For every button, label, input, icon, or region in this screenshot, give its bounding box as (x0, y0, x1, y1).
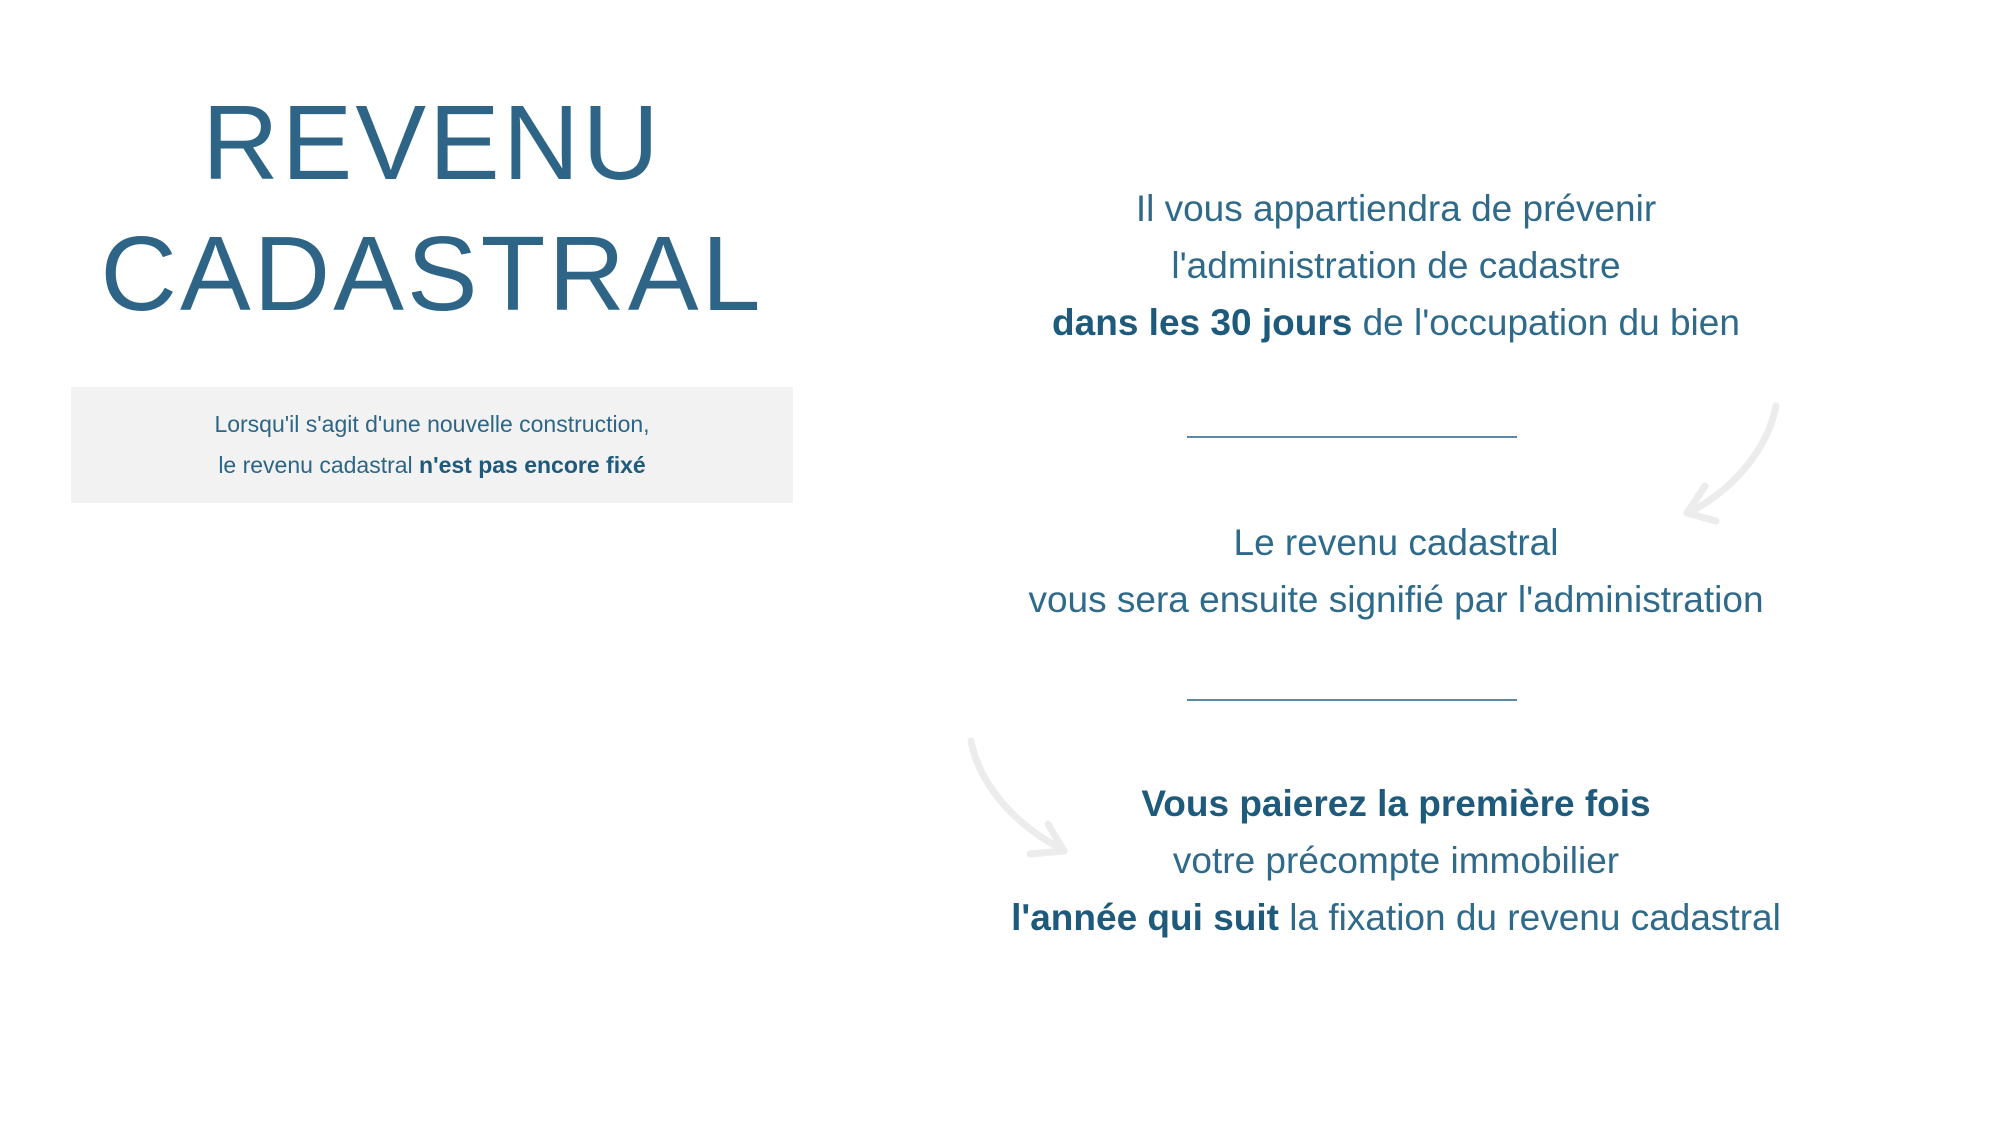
step-3-text (790, 775, 2000, 946)
divider-1 (1187, 436, 1517, 438)
step-1-line-1 (790, 180, 2000, 237)
step-1-line-3-bold: dans les 30 jours (1052, 302, 1353, 343)
divider-2 (1187, 699, 1517, 701)
page-title-line-2: CADASTRAL (100, 215, 764, 333)
step-2-text (790, 514, 2000, 628)
note-line-2-regular: le revenu cadastral (218, 452, 420, 478)
step-3-line-3 (790, 889, 2000, 946)
note-line-2 (71, 445, 793, 486)
step-3-line-3-rest: la fixation du revenu cadastral (1278, 897, 1781, 938)
note-line-2-bold: n'est pas encore fixé (419, 452, 646, 478)
step-3-line-3-bold: l'année qui suit (1011, 897, 1279, 938)
step-2-line-2-text: vous sera ensuite signifié par l'administration (1028, 579, 1764, 620)
step-3-line-1-bold: Vous paierez la première fois (1141, 783, 1651, 824)
step-1-line-3 (790, 294, 2000, 351)
note-line-1 (71, 404, 793, 445)
step-1-line-1-text: Il vous appartiendra de prévenir (1135, 188, 1657, 229)
step-1-line-2 (790, 237, 2000, 294)
step-3-line-2 (790, 832, 2000, 889)
step-2-line-1 (790, 514, 2000, 571)
note-box (71, 387, 793, 503)
page-title-line-1: REVENU (202, 84, 662, 202)
step-2-line-1-text: Le revenu cadastral (1233, 522, 1559, 563)
step-2-line-2 (790, 571, 2000, 628)
step-1-line-3-rest: de l'occupation du bien (1352, 302, 1740, 343)
note-line-1-text: Lorsqu'il s'agit d'une nouvelle construction, (214, 411, 650, 437)
step-3-line-1 (790, 775, 2000, 832)
page-title (70, 78, 794, 340)
step-1-text (790, 180, 2000, 351)
step-3-line-2-text: votre précompte immobilier (1172, 840, 1620, 881)
step-1-line-2-text: l'administration de cadastre (1171, 245, 1621, 286)
arrow-down-left-icon (1680, 398, 1800, 528)
